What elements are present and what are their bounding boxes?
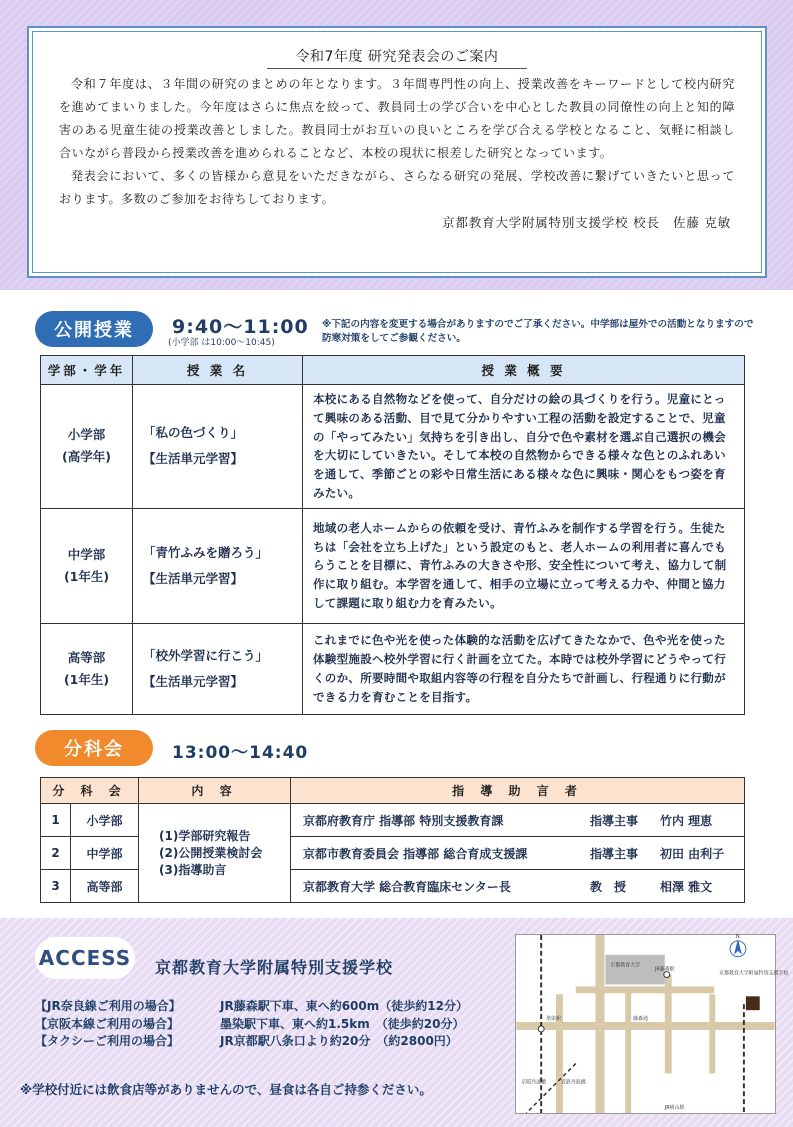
lunch-note: ※学校付近には飲食店等がありませんので、昼食は各自ご持参ください。: [20, 1082, 432, 1097]
map-label: 京都教育大学: [610, 962, 641, 969]
class-summary: 本校にある自然物などを使って、自分だけの絵の具づくりを行う。児童にとって興味のある活動、目で見て分かりやすい工程の活動を設定することで、児童の「やってみたい」気持ちを引き出し、自分で色や素材を選ぶ自己選択の機会を大切にしていきたい。そして本校の自然物からできる様々な色とのふれあいを通して、季節ごとの彩や日常生活にある様々な色に興味・関心をもつ姿を育みたい。: [303, 385, 745, 509]
group-name: 高等部: [71, 870, 139, 903]
table-header: 学部・学年: [41, 356, 133, 385]
table-row: [41, 508, 745, 623]
group-name: 小学部: [71, 804, 139, 837]
advisor-name: 相澤 雅文: [660, 879, 713, 894]
class-summary: これまでに色や光を使った体験的な活動を広げてきたなかで、色や光を使った体験型施設へ校外学習に行く計画を立てた。本時では校外学習にどうやって行くのか、所要時間や取組内容等の行程を自分たちで計画し、行程通りに行動ができる力を育むことを目指す。: [303, 623, 745, 714]
table-row: [41, 623, 745, 714]
access-routes: [35, 998, 468, 1051]
route-label: 【京阪本線ご利用の場合】: [35, 1016, 180, 1031]
content-item: (1)学部研究報告: [159, 828, 251, 843]
table-header: 授 業 概 要: [303, 356, 745, 385]
class-unit: 【生活単元学習】: [143, 673, 244, 689]
intro-title: 令和7年度 研究発表会のご案内: [267, 46, 527, 69]
table-header: 授 業 名: [133, 356, 303, 385]
access-label: ACCESS: [35, 937, 135, 979]
advisor-org: 京都教育大学 総合教育臨床センター長: [303, 879, 511, 894]
map-graphic: [516, 933, 789, 1113]
advisor-title: 教 授: [590, 879, 627, 894]
map-label: 京阪丹波橋: [521, 1079, 547, 1086]
open-class-notice: ※下記の内容を変更する場合がありますのでご了承ください。中学部は屋外での活動となりますので防寒対策をしてご参観ください。: [322, 319, 754, 344]
map-label: 近鉄丹波橋: [560, 1079, 586, 1086]
route-text: 墨染駅下車、東へ約1.5km （徒歩約20分）: [220, 1016, 465, 1031]
route-text: JR藤森駅下車、東へ約600m（徒歩約12分）: [220, 999, 468, 1013]
subcommittee-table: [40, 777, 745, 903]
grade: (高学年): [62, 449, 111, 465]
route-item: [35, 998, 468, 1016]
dept: 高等部: [67, 649, 106, 665]
class-summary: 地域の老人ホームからの依頼を受け、青竹ふみを制作する学習を行う。生徒たちは「会社を立ち上げた」という設定のもと、老人ホームの利用者に喜んでもらうことを目標に、青竹ふみの大きさや形、安全性について考え、協力して制作に取り組む。本学習を通して、相手の立場に立って考える力や、仲間と協力して課題に取り組む力を育みたい。: [303, 508, 745, 623]
advisor-title: 指導主事: [590, 813, 639, 828]
open-class-time-note: (小学部 は10:00〜10:45): [168, 338, 275, 348]
route-text: JR京都駅八条口より約20分 （約2800円）: [220, 1034, 458, 1048]
open-class-time: 9:40〜11:00: [172, 316, 309, 338]
advisor-name: 初田 由利子: [660, 846, 725, 861]
class-title: 「校外学習に行こう」: [143, 647, 269, 663]
route-label: 【JR奈良線ご利用の場合】: [35, 999, 181, 1013]
grade: (1年生): [63, 568, 110, 584]
map-label: 墨染駅: [546, 1016, 561, 1023]
dept: 小学部: [67, 427, 106, 443]
grade: (1年生): [63, 671, 110, 687]
row-number: 2: [41, 837, 71, 870]
access-school-name: 京都教育大学附属特別支援学校: [155, 958, 394, 977]
map-north-label: N: [735, 933, 740, 940]
map-label: JR藤森駅: [654, 966, 675, 973]
advisor-org: 京都府教育庁 指導部 特別支援教育課: [303, 813, 504, 828]
intro-paragraph-2: 発表会において、多くの皆様から意見をいただきながら、さらなる研究の発展、学校改善に繋げていきたいと思っております。多数のご参加をお待ちしております。: [59, 169, 735, 206]
subcommittee-label: 分科会: [35, 730, 153, 766]
map-label: JR桃山駅: [664, 1105, 685, 1112]
route-item: [35, 1033, 468, 1051]
table-header: 分 科 会: [41, 778, 139, 804]
row-number: 3: [41, 870, 71, 903]
subcommittee-time: 13:00〜14:40: [172, 743, 309, 763]
map-label: 藤森通: [633, 1016, 648, 1023]
intro-paragraph-1: 令和７年度は、３年間の研究のまとめの年となります。３年間専門性の向上、授業改善をキーワードとして校内研究を進めてまいりました。今年度はさらに焦点を絞って、教員同士の学び合いを中心とした教員の同僚性の向上と知的障害のある児童生徒の授業改善としました。教員同士がお互いの良いところを学び合える学校となること、気軽に相談し合いながら普段から授業改善を進められることなど、本校の現状に根差した研究となっています。: [59, 77, 735, 160]
group-name: 中学部: [71, 837, 139, 870]
class-unit: 【生活単元学習】: [143, 570, 244, 586]
open-class-table: [40, 355, 745, 715]
table-row: [41, 385, 745, 509]
intro-signature: 京都教育大学附属特別支援学校 校長 佐藤 克敏: [442, 215, 731, 230]
route-label: 【タクシーご利用の場合】: [35, 1034, 180, 1048]
table-header: 指 導 助 言 者: [291, 778, 745, 804]
content-item: (2)公開授業検討会: [159, 845, 263, 860]
row-number: 1: [41, 804, 71, 837]
advisor-org: 京都市教育委員会 指導部 総合育成支援課: [303, 846, 528, 861]
dept: 中学部: [67, 546, 106, 562]
table-header: 内 容: [139, 778, 291, 804]
advisor-name: 竹内 理恵: [660, 813, 713, 828]
route-item: [35, 1016, 468, 1034]
intro-box: [27, 26, 767, 278]
class-title: 「青竹ふみを贈ろう」: [143, 544, 269, 560]
class-title: 「私の色づくり」: [143, 425, 244, 441]
table-row: [41, 804, 745, 837]
content-item: (3)指導助言: [159, 862, 227, 877]
advisor-title: 指導主事: [590, 846, 639, 861]
session-contents: [139, 804, 291, 903]
class-unit: 【生活単元学習】: [143, 451, 244, 467]
access-map: [515, 933, 789, 1114]
open-class-label: 公開授業: [35, 311, 153, 347]
map-label: 京都教育大学附属特別支援学校: [719, 970, 789, 977]
